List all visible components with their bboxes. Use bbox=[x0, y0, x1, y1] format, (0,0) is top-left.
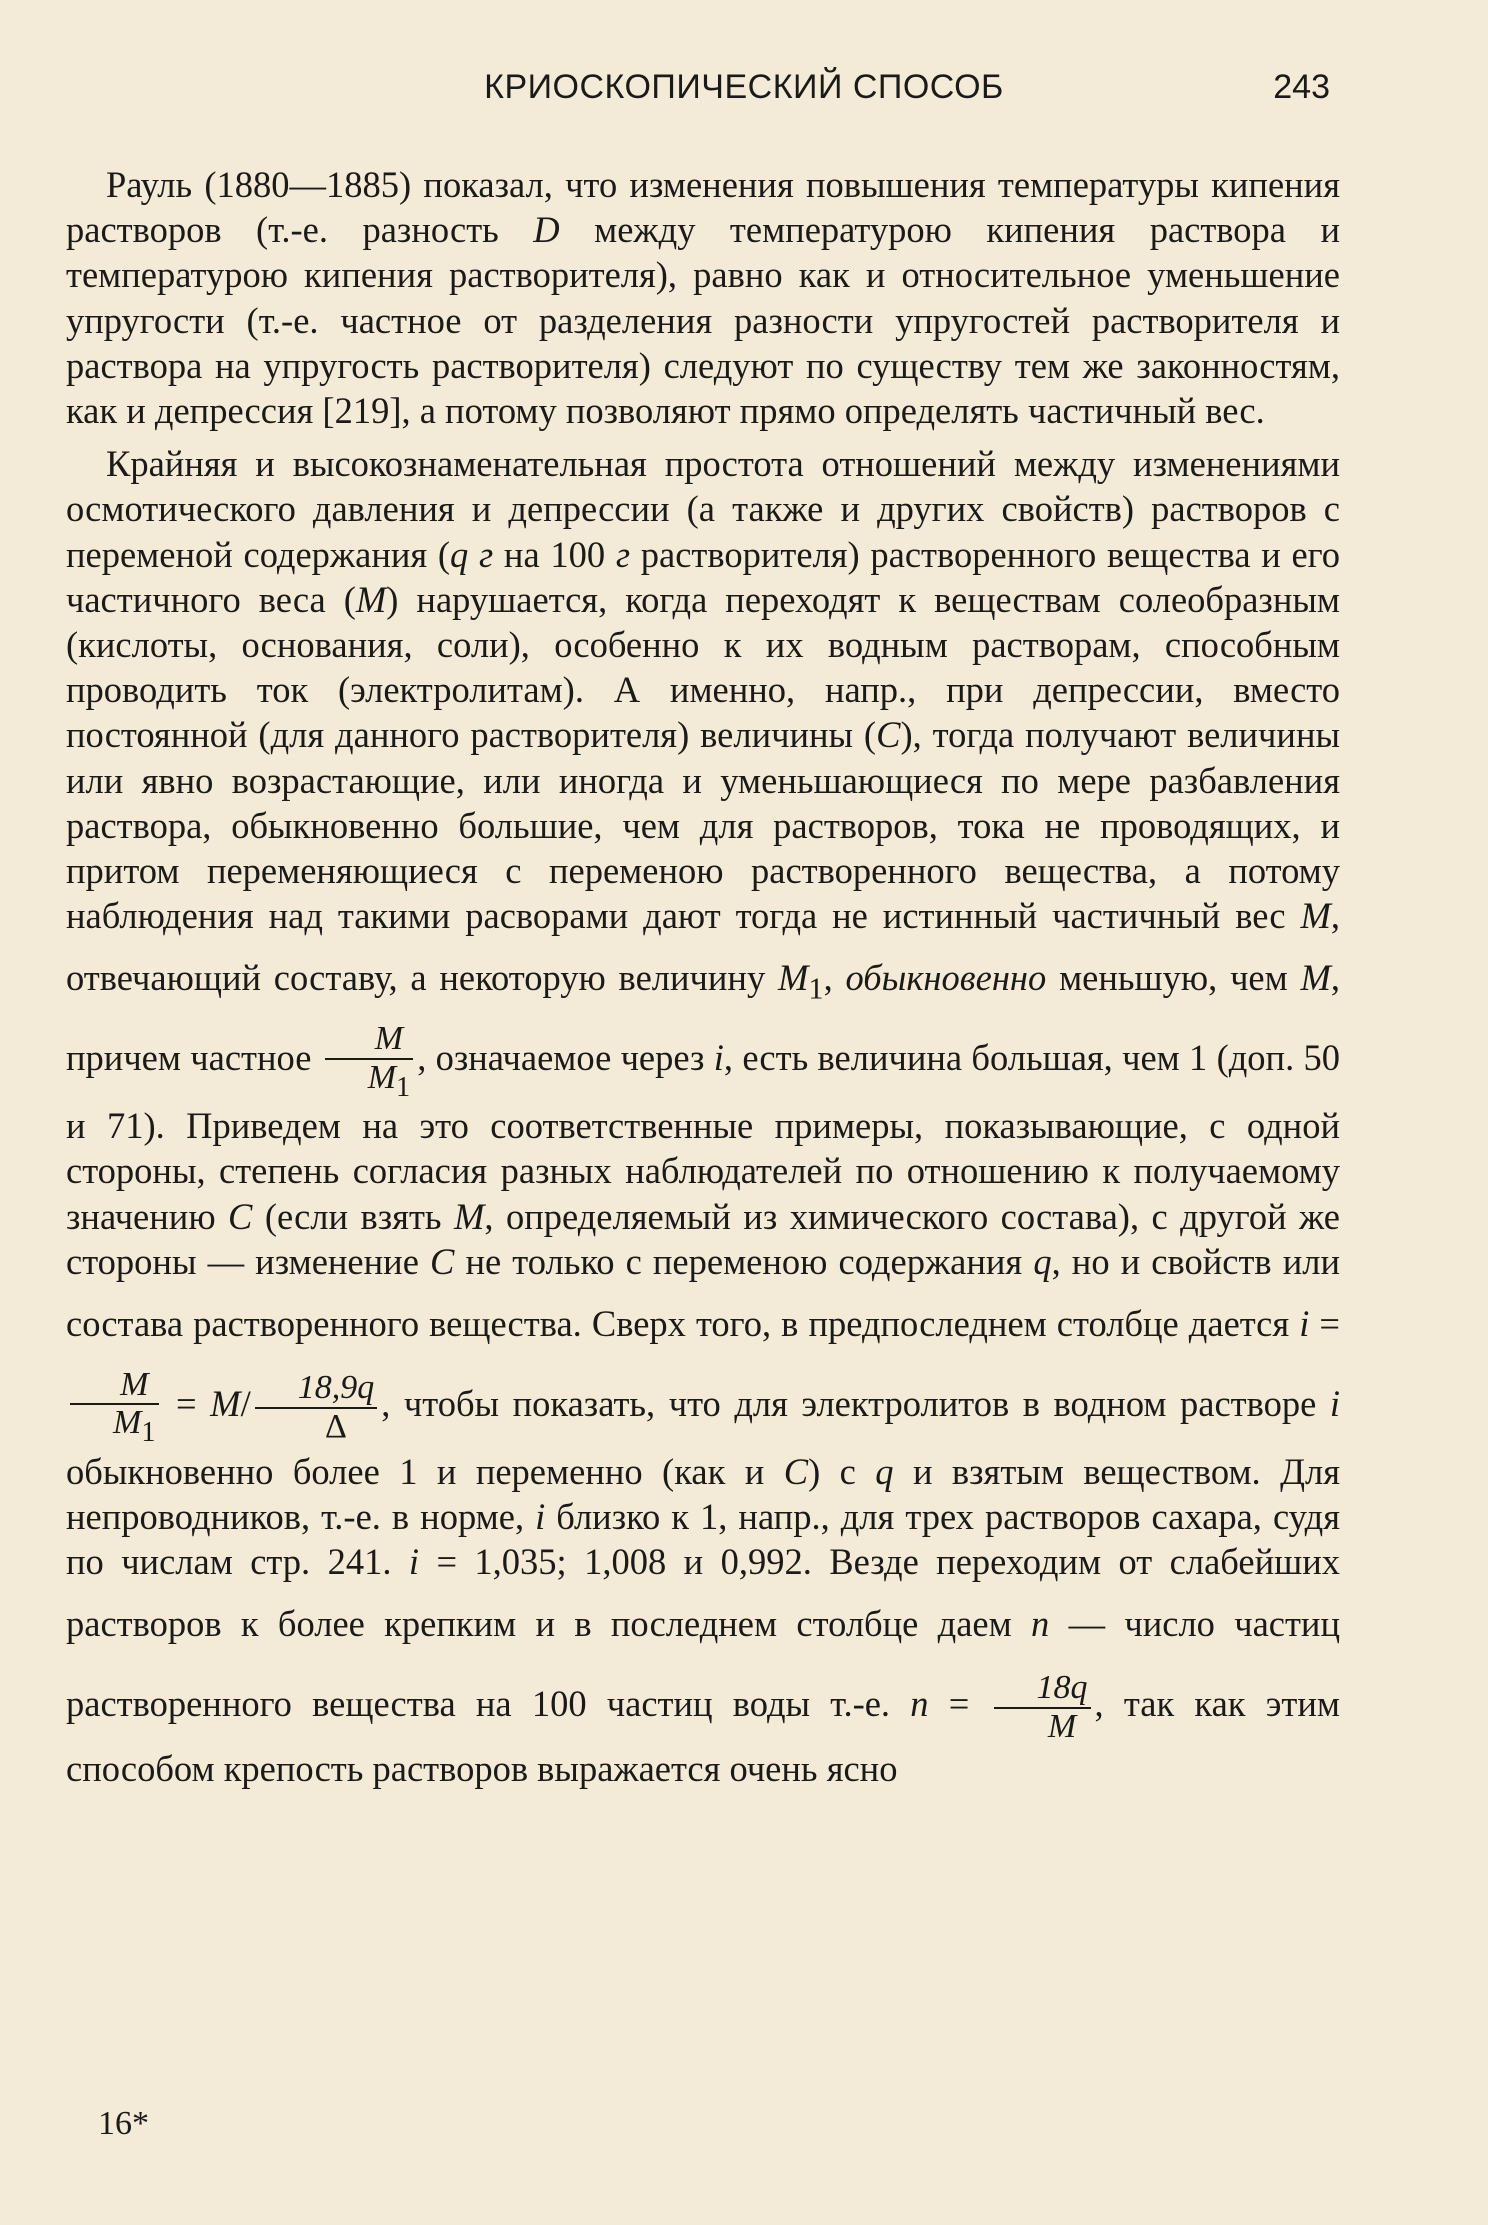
p2-text: , означаемое через bbox=[417, 1037, 714, 1079]
equals-sign: = bbox=[1309, 1302, 1340, 1344]
fraction-denominator bbox=[325, 1060, 414, 1103]
var-i: i bbox=[713, 1037, 724, 1079]
var-i: i bbox=[1299, 1302, 1310, 1344]
equals-sign: = bbox=[928, 1683, 990, 1725]
p2-text: Сверх того, в предпоследнем столбце дается bbox=[591, 1302, 1300, 1344]
var-m: М bbox=[210, 1382, 241, 1424]
fraction-18-9q-over-delta bbox=[255, 1370, 378, 1445]
var-m: М bbox=[454, 1195, 485, 1237]
var-n: n bbox=[1031, 1603, 1050, 1645]
slash-sign: / bbox=[240, 1382, 251, 1424]
fraction-numerator: М bbox=[325, 1021, 414, 1060]
p2-text: ), тогда получают величины или явно возрастающие, или иногда и уменьшающиеся по мере разбавления раствора, обыкновенно большие, чем для растворов, тока не проводящих, и притом переменяющиеся с переменою растворенного вещества, а потому наблюдения над такими расворами дают тогда не истинный частичный вес bbox=[66, 714, 1340, 937]
var-c: С bbox=[228, 1195, 253, 1237]
p2-text: ) нарушается, когда переходят к веществам солеобразным (кислоты, основания, соли), особенно к их водным растворам, способным проводить ток (электролитам). А именно, напр., при депрессии, вместо постоянной (для данного растворителя) величины ( bbox=[66, 578, 1340, 756]
var-q: q bbox=[450, 533, 469, 575]
var-d: D bbox=[533, 209, 560, 251]
p2-text: чем bbox=[1230, 957, 1301, 999]
p2-text: обыкновенно более 1 и переменно (как и bbox=[66, 1450, 784, 1492]
signature-mark: 16* bbox=[98, 2105, 149, 2142]
var-m: М bbox=[113, 1404, 142, 1442]
p2-text: , есть величина большая, чем 1 (доп. 50 и 71). Приведем на это соответственные примеры, показывающие, с одной стороны, степень согласия разных наблюдателей по отношению к получаемому значению bbox=[66, 1037, 1340, 1237]
p2-text: растворителя) растворенного вещества и его частичного веса ( bbox=[66, 533, 1340, 620]
p2-text: , отвечающий составу, а некоторую величину bbox=[66, 895, 1340, 999]
p1-text-1: Рауль (1880—1885) показал, что изменения повышения температуры кипения растворов (т.-е. разность bbox=[66, 164, 1340, 251]
page-header bbox=[0, 68, 1488, 118]
equals-sign: = bbox=[162, 1382, 211, 1424]
subscript: 1 bbox=[141, 1417, 156, 1449]
subscript: 1 bbox=[808, 971, 824, 1006]
p2-text: ) с bbox=[808, 1450, 876, 1492]
fraction-denominator: М bbox=[1047, 1707, 1077, 1745]
body-text bbox=[66, 162, 1340, 1791]
paragraph-2 bbox=[66, 441, 1340, 1791]
subscript: 1 bbox=[396, 1071, 411, 1103]
fraction-denominator: Δ bbox=[325, 1407, 347, 1445]
p2-text: (если взять bbox=[252, 1195, 454, 1237]
p2-text: — число частиц растворенного вещества на 100 частиц воды т.-е. bbox=[66, 1603, 1340, 1725]
p2-text: на 100 bbox=[493, 533, 616, 575]
fraction-m-over-m1 bbox=[325, 1021, 414, 1103]
p2-text: , причем частное bbox=[66, 957, 1341, 1079]
p2-text: , определяемый из химического состава), с другой же стороны — изменение bbox=[66, 1195, 1340, 1282]
unit-g: г bbox=[615, 533, 631, 575]
var-m: М bbox=[1300, 895, 1331, 937]
var-i: i bbox=[408, 1541, 420, 1583]
var-i: i bbox=[1329, 1382, 1340, 1424]
p2-text: Крайняя и высокознаменательная простота отношений между изменениями осмотического давления и депрессии (а также и других свойств) растворов с переменой содержания ( bbox=[66, 443, 1340, 575]
var-m: М bbox=[367, 1058, 397, 1096]
var-c: С bbox=[783, 1450, 809, 1492]
var-m: М bbox=[1300, 957, 1331, 999]
p2-text: и взятым веществом. Для непроводников, т.-е. в норме, bbox=[66, 1450, 1340, 1537]
var-m: М bbox=[355, 578, 387, 620]
p2-text: не только с переменою содержания bbox=[454, 1240, 1034, 1282]
running-title: КРИОСКОПИЧЕСКИЙ СПОСОБ bbox=[484, 68, 1004, 106]
fraction-denominator bbox=[70, 1405, 159, 1448]
p2-text: близко к 1, напр., для трех растворов сахара, судя по числам стр. 241. bbox=[66, 1495, 1340, 1583]
p2-text: меньшую, bbox=[1046, 957, 1218, 999]
p2-text: = 1,035; 1,008 и 0,992. Везде переходим от слабейших растворов к более крепким и в последнем столбце даем bbox=[66, 1541, 1340, 1645]
fraction-numerator: М bbox=[70, 1367, 159, 1406]
emphasis-word: обыкновенно bbox=[845, 957, 1047, 999]
p2-text: , но и свойств или состава растворенного вещества. bbox=[66, 1240, 1341, 1344]
var-i: i bbox=[535, 1495, 546, 1537]
p2-text: , bbox=[823, 957, 846, 999]
var-c: С bbox=[430, 1240, 455, 1282]
var-q: q bbox=[1033, 1240, 1052, 1282]
paragraph-1 bbox=[66, 162, 1340, 433]
page-number: 243 bbox=[1273, 68, 1330, 106]
var-n: n bbox=[910, 1683, 929, 1725]
fraction-numerator: 18q bbox=[994, 1670, 1091, 1709]
p2-text: , так как этим способом крепость растворов выражается очень ясно bbox=[66, 1683, 1340, 1789]
p2-text: , чтобы показать, что для электролитов в водном растворе bbox=[381, 1382, 1330, 1424]
fraction-m-over-m1 bbox=[70, 1367, 159, 1449]
unit-g: г bbox=[468, 533, 494, 575]
var-c: С bbox=[876, 714, 901, 756]
var-q: q bbox=[875, 1450, 894, 1492]
fraction-numerator: 18,9q bbox=[255, 1370, 378, 1409]
var-m: М bbox=[777, 957, 809, 999]
p1-text-2: между температурою кипения раствора и температурою кипения растворителя), равно как и относительное уменьшение упругости (т.-е. частное от разделения разности упругостей растворителя и раствора на упругость растворителя) следуют по существу тем же законностям, как и депрессия [219], а потому позволяют прямо определять частичный вес. bbox=[66, 209, 1340, 432]
fraction-18q-over-m bbox=[994, 1670, 1091, 1745]
